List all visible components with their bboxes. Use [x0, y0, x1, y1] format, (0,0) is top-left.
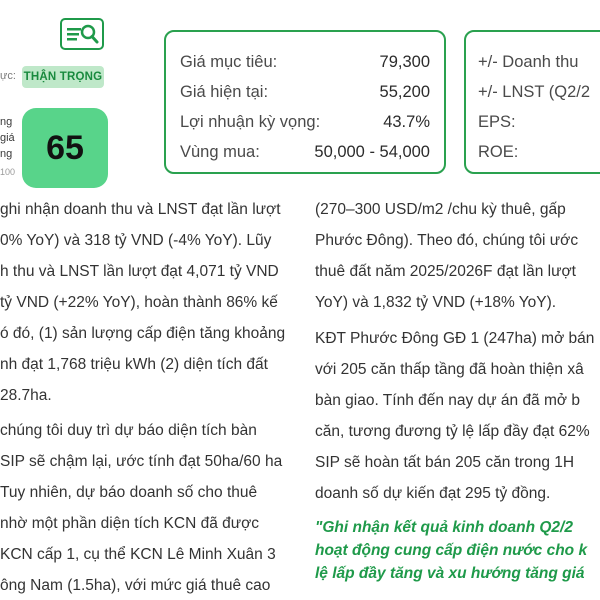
text-line: ghi nhận doanh thu và LNST đạt lần lượt [0, 201, 281, 218]
text-line: 0% YoY) và 318 tỷ VND (-4% YoY). Lũy [0, 232, 272, 249]
text-line: 28.7ha. [0, 387, 52, 404]
text-line: chúng tôi duy trì dự báo diện tích bàn [0, 422, 257, 439]
row-label: Giá hiện tại: [180, 82, 269, 101]
recommendation-badge: THẬN TRỌNG [22, 66, 104, 88]
text-line: căn, tương đương tỷ lệ lấp đầy đạt 62% [315, 423, 590, 440]
score-value: 65 [22, 108, 108, 188]
text-line: nh đạt 1,768 triệu kWh (2) diện tích đất [0, 356, 268, 373]
text-line: doanh số dự kiến đạt 295 tỷ đồng. [315, 485, 551, 502]
side-label: ng [0, 148, 13, 160]
text-line: nhờ một phần diện tích KCN đã được [0, 515, 260, 532]
side-label: ng [0, 116, 13, 128]
fin-row-npat: +/- LNST (Q2/2 [478, 82, 591, 101]
text-line: KĐT Phước Đông GĐ 1 (247ha) mở bán [315, 330, 595, 347]
row-value: 79,300 [379, 52, 430, 71]
report-search-icon [60, 18, 104, 50]
quote-line: "Ghi nhận kết quả kinh doanh Q2/2 [315, 519, 573, 536]
text-line: với 205 căn thấp tầng đã hoàn thiện xâ [315, 361, 584, 378]
fin-row-revenue: +/- Doanh thu [478, 52, 579, 71]
text-line: ông Nam (1.5ha), với mức giá thuê cao [0, 577, 271, 594]
text-line: Tuy nhiên, dự báo doanh số cho thuê [0, 484, 258, 501]
side-label: giá [0, 132, 15, 144]
text-line: ó đó, (1) sản lượng cấp điện tăng khoảng [0, 325, 286, 342]
row-label: Vùng mua: [180, 142, 260, 161]
price-row-buy-zone [180, 139, 430, 165]
text-line: (270–300 USD/m2 /chu kỳ thuê, gấp [315, 201, 566, 218]
row-value: 55,200 [379, 82, 430, 101]
row-label: Lợi nhuận kỳ vọng: [180, 112, 321, 131]
price-summary-box [164, 30, 446, 174]
row-value: 43.7% [383, 112, 430, 131]
text-line: thuê đất năm 2025/2026F đạt lần lượt [315, 263, 576, 280]
score-scale: 100 [0, 167, 16, 177]
financial-summary-box [464, 30, 600, 174]
text-line: YoY) và 1,832 tỷ VND (+18% YoY). [315, 294, 557, 311]
text-line: h thu và LNST lần lượt đạt 4,071 tỷ VND [0, 263, 279, 280]
text-line: bàn giao. Tính đến nay dự án đã mở b [315, 392, 580, 409]
text-line: Phước Đông). Theo đó, chúng tôi ước [315, 232, 579, 249]
quote-line: lệ lấp đầy tăng và xu hướng tăng giá [315, 565, 585, 582]
price-row-current [180, 79, 430, 105]
price-row-target [180, 49, 430, 75]
quote-line: hoạt động cung cấp điện nước cho k [315, 542, 588, 559]
text-line: KCN cấp 1, cụ thể KCN Lê Minh Xuân 3 [0, 546, 276, 563]
fin-row-eps: EPS: [478, 112, 516, 131]
row-label: Giá mục tiêu: [180, 52, 278, 71]
text-line: tỷ VND (+22% YoY), hoàn thành 86% kế [0, 294, 278, 311]
price-row-expected-return [180, 109, 430, 135]
row-value: 50,000 - 54,000 [314, 142, 430, 161]
text-line: SIP sẽ hoàn tất bán 205 căn trong 1H [315, 454, 575, 471]
fin-row-roe: ROE: [478, 142, 519, 161]
rating-label: ực: [0, 70, 16, 82]
text-line: SIP sẽ chậm lại, ước tính đạt 50ha/60 ha [0, 453, 283, 470]
